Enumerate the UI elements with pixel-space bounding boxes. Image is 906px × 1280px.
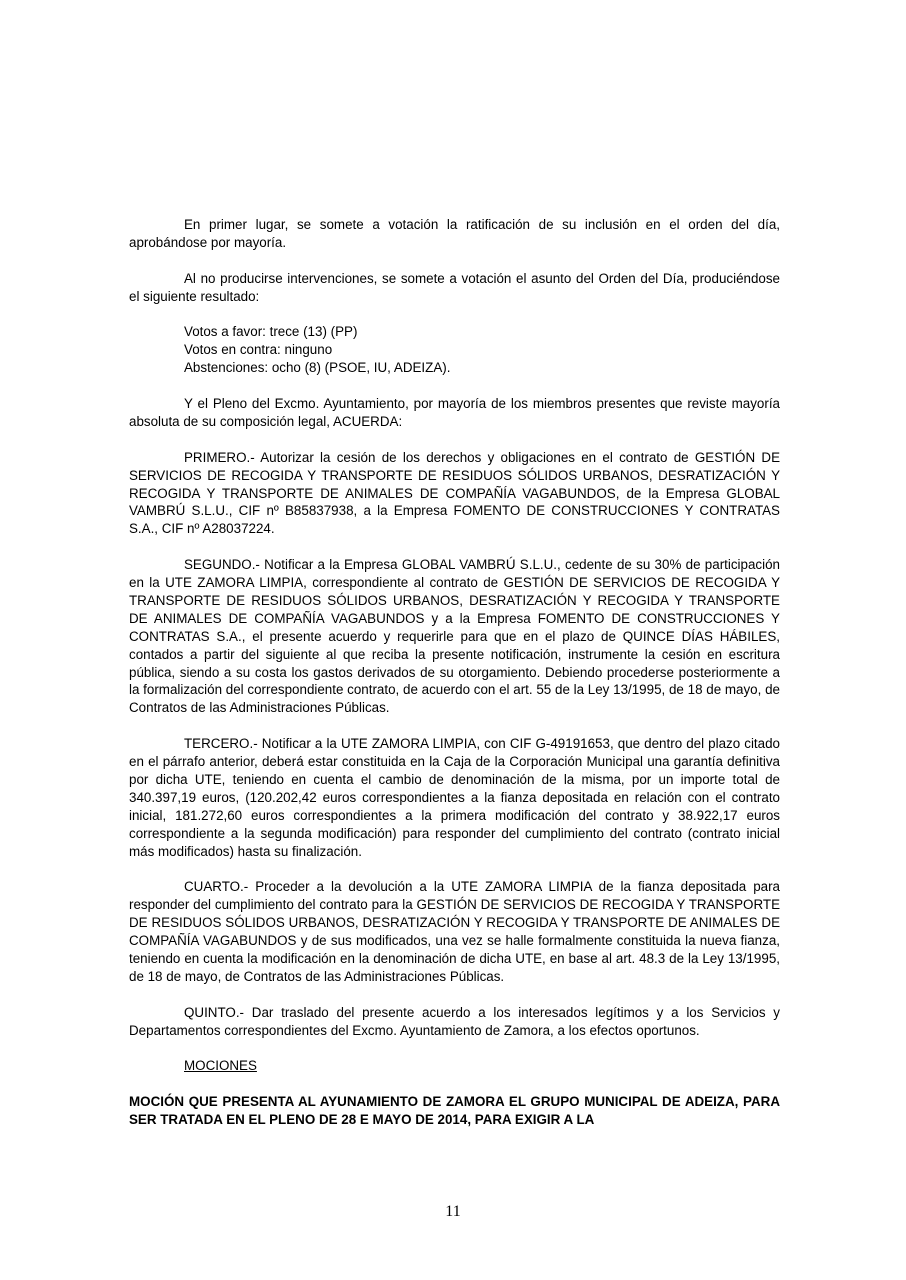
mociones-heading [129, 1057, 780, 1075]
votes-block [184, 323, 780, 377]
mociones-heading-text: MOCIONES [184, 1058, 257, 1074]
paragraph-intro-2: Al no producirse intervenciones, se somete a votación el asunto del Orden del Día, produciéndose el siguiente resultado: [129, 270, 780, 304]
votes-abstenciones: Abstenciones: ocho (8) (PSOE, IU, ADEIZA). [184, 360, 451, 376]
paragraph-point-tercero: TERCERO.- Notificar a la UTE ZAMORA LIMPIA, con CIF G-49191653, que dentro del plazo citado en el párrafo anterior, deberá estar constituida en la Caja de la Corporación Municipal una garantía definitiva por dicha UTE, teniendo en cuenta el cambio de denominación de la misma, por un importe total de 340.397,19 euros, (120.202,42 euros correspondientes a la fianza depositada en relación con el contrato inicial, 181.272,60 euros correspondientes a la primera modificación del contrato y 38.922,17 euros correspondiente a la segunda modificación) para responder del cumplimiento del contrato (contrato inicial más modificados) hasta su finalización. [129, 736, 780, 859]
paragraph-point-quinto: QUINTO.- Dar traslado del presente acuerdo a los interesados legítimos y a los Servicios y Departamentos correspondientes del Excmo. Ayuntamiento de Zamora, a los efectos oportunos. [129, 1004, 780, 1038]
paragraph-point-segundo: SEGUNDO.- Notificar a la Empresa GLOBAL VAMBRÚ S.L.U., cedente de su 30% de participación en la UTE ZAMORA LIMPIA, correspondiente al contrato de GESTIÓN DE SERVICIOS DE RECOGIDA Y TRANSPORTE DE RESIDUOS SÓLIDOS URBANOS, DESRATIZACIÓN Y RECOGIDA Y TRANSPORTE DE ANIMALES DE COMPAÑÍA VAGABUNDOS y a la Empresa FOMENTO DE CONSTRUCCIONES Y CONTRATAS S.A., el presente acuerdo y requerirle para que en el plazo de QUINCE DÍAS HÁBILES, contados a partir del siguiente al que reciba la presente notificación, instrumente la cesión en escritura pública, siendo a su costa los gastos derivados de su otorgamiento. Debiendo procederse posteriormente a la formalización del correspondiente contrato, de acuerdo con el art. 55 de la Ley 13/1995, de 18 de mayo, de Contratos de las Administraciones Públicas. [129, 557, 780, 716]
paragraph-intro-1: En primer lugar, se somete a votación la ratificación de su inclusión en el orden del día, aprobándose por mayoría. [129, 217, 780, 250]
votes-contra: Votos en contra: ninguno [184, 342, 333, 358]
document-body [129, 216, 780, 1129]
paragraph-agreement-intro: Y el Pleno del Excmo. Ayuntamiento, por mayoría de los miembros presentes que reviste mayoría absoluta de su composición legal, ACUERDA: [129, 396, 780, 429]
motion-title: MOCIÓN QUE PRESENTA AL AYUNAMIENTO DE ZAMORA EL GRUPO MUNICIPAL DE ADEIZA, PARA SER TRATADA EN EL PLENO DE 28 E MAYO DE 2014, PARA EXIGIR A LA [129, 1094, 780, 1128]
votes-favor: Votos a favor: trece (13) (PP) [184, 324, 358, 340]
page-number: 11 [445, 1203, 461, 1220]
paragraph-point-cuarto: CUARTO.- Proceder a la devolución a la UTE ZAMORA LIMPIA de la fianza depositada para responder del cumplimiento del contrato para la GESTIÓN DE SERVICIOS DE RECOGIDA Y TRANSPORTE DE RESIDUOS SÓLIDOS URBANOS, DESRATIZACIÓN Y RECOGIDA Y TRANSPORTE DE ANIMALES DE COMPAÑÍA VAGABUNDOS y de sus modificados, una vez se halle formalmente constituida la nueva fianza, teniendo en cuenta la modificación en la denominación de dicha UTE, en base al art. 48.3 de la Ley 13/1995, de 18 de mayo, de Contratos de las Administraciones Públicas. [129, 879, 780, 984]
paragraph-point-primero: PRIMERO.- Autorizar la cesión de los derechos y obligaciones en el contrato de GESTIÓN DE SERVICIOS DE RECOGIDA Y TRANSPORTE DE RESIDUOS SÓLIDOS URBANOS, DESRATIZACIÓN Y RECOGIDA Y TRANSPORTE DE ANIMALES DE COMPAÑÍA VAGABUNDOS, de la Empresa GLOBAL VAMBRÚ S.L.U., CIF nº B85837938, a la Empresa FOMENTO DE CONSTRUCCIONES Y CONTRATAS S.A., CIF nº A28037224. [129, 449, 780, 537]
